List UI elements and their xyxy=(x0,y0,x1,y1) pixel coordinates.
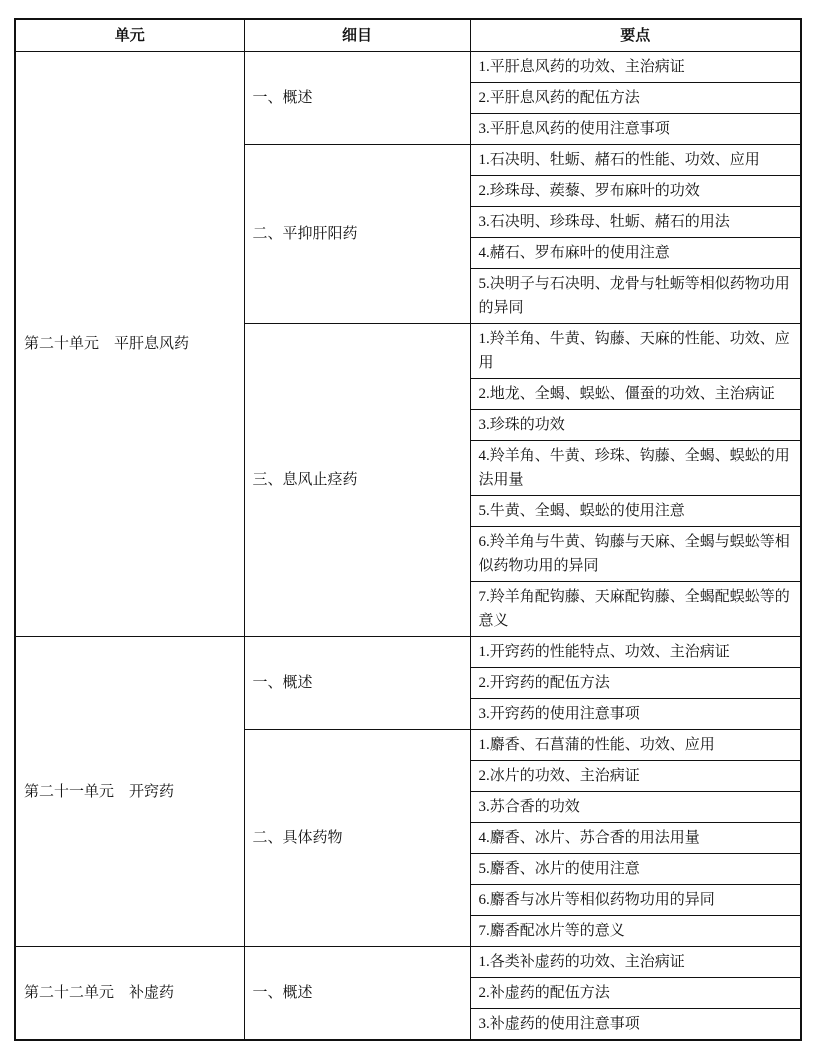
unit-cell: 第二十二单元 补虚药 xyxy=(15,947,244,1041)
point-cell: 2.补虚药的配伍方法 xyxy=(470,978,801,1009)
section-cell: 一、概述 xyxy=(244,52,470,145)
point-cell: 1.平肝息风药的功效、主治病证 xyxy=(470,52,801,83)
table-row xyxy=(15,947,801,978)
point-cell: 6.羚羊角与牛黄、钩藤与天麻、全蝎与蜈蚣等相似药物功用的异同 xyxy=(470,527,801,582)
syllabus-table xyxy=(14,18,802,1041)
point-cell: 1.麝香、石菖蒲的性能、功效、应用 xyxy=(470,730,801,761)
col-header-detail: 细目 xyxy=(244,19,470,52)
point-cell: 3.平肝息风药的使用注意事项 xyxy=(470,114,801,145)
point-cell: 7.羚羊角配钩藤、天麻配钩藤、全蝎配蜈蚣等的意义 xyxy=(470,582,801,637)
section-cell: 一、概述 xyxy=(244,637,470,730)
col-header-points: 要点 xyxy=(470,19,801,52)
point-cell: 3.石决明、珍珠母、牡蛎、赭石的用法 xyxy=(470,207,801,238)
point-cell: 1.开窍药的性能特点、功效、主治病证 xyxy=(470,637,801,668)
point-cell: 5.麝香、冰片的使用注意 xyxy=(470,854,801,885)
point-cell: 2.珍珠母、蒺藜、罗布麻叶的功效 xyxy=(470,176,801,207)
section-cell: 三、息风止痉药 xyxy=(244,324,470,637)
point-cell: 2.平肝息风药的配伍方法 xyxy=(470,83,801,114)
header-row xyxy=(15,19,801,52)
point-cell: 2.冰片的功效、主治病证 xyxy=(470,761,801,792)
section-cell: 二、具体药物 xyxy=(244,730,470,947)
col-header-unit: 单元 xyxy=(15,19,244,52)
point-cell: 7.麝香配冰片等的意义 xyxy=(470,916,801,947)
unit-cell: 第二十一单元 开窍药 xyxy=(15,637,244,947)
table-row xyxy=(15,52,801,83)
point-cell: 5.决明子与石决明、龙骨与牡蛎等相似药物功用的异同 xyxy=(470,269,801,324)
point-cell: 1.石决明、牡蛎、赭石的性能、功效、应用 xyxy=(470,145,801,176)
point-cell: 3.开窍药的使用注意事项 xyxy=(470,699,801,730)
point-cell: 2.地龙、全蝎、蜈蚣、僵蚕的功效、主治病证 xyxy=(470,379,801,410)
point-cell: 3.珍珠的功效 xyxy=(470,410,801,441)
point-cell: 1.各类补虚药的功效、主治病证 xyxy=(470,947,801,978)
unit-cell: 第二十单元 平肝息风药 xyxy=(15,52,244,637)
point-cell: 1.羚羊角、牛黄、钩藤、天麻的性能、功效、应用 xyxy=(470,324,801,379)
point-cell: 4.麝香、冰片、苏合香的用法用量 xyxy=(470,823,801,854)
section-cell: 一、概述 xyxy=(244,947,470,1041)
point-cell: 3.苏合香的功效 xyxy=(470,792,801,823)
point-cell: 2.开窍药的配伍方法 xyxy=(470,668,801,699)
table-row xyxy=(15,637,801,668)
point-cell: 4.羚羊角、牛黄、珍珠、钩藤、全蝎、蜈蚣的用法用量 xyxy=(470,441,801,496)
point-cell: 6.麝香与冰片等相似药物功用的异同 xyxy=(470,885,801,916)
point-cell: 3.补虚药的使用注意事项 xyxy=(470,1009,801,1041)
point-cell: 5.牛黄、全蝎、蜈蚣的使用注意 xyxy=(470,496,801,527)
section-cell: 二、平抑肝阳药 xyxy=(244,145,470,324)
point-cell: 4.赭石、罗布麻叶的使用注意 xyxy=(470,238,801,269)
